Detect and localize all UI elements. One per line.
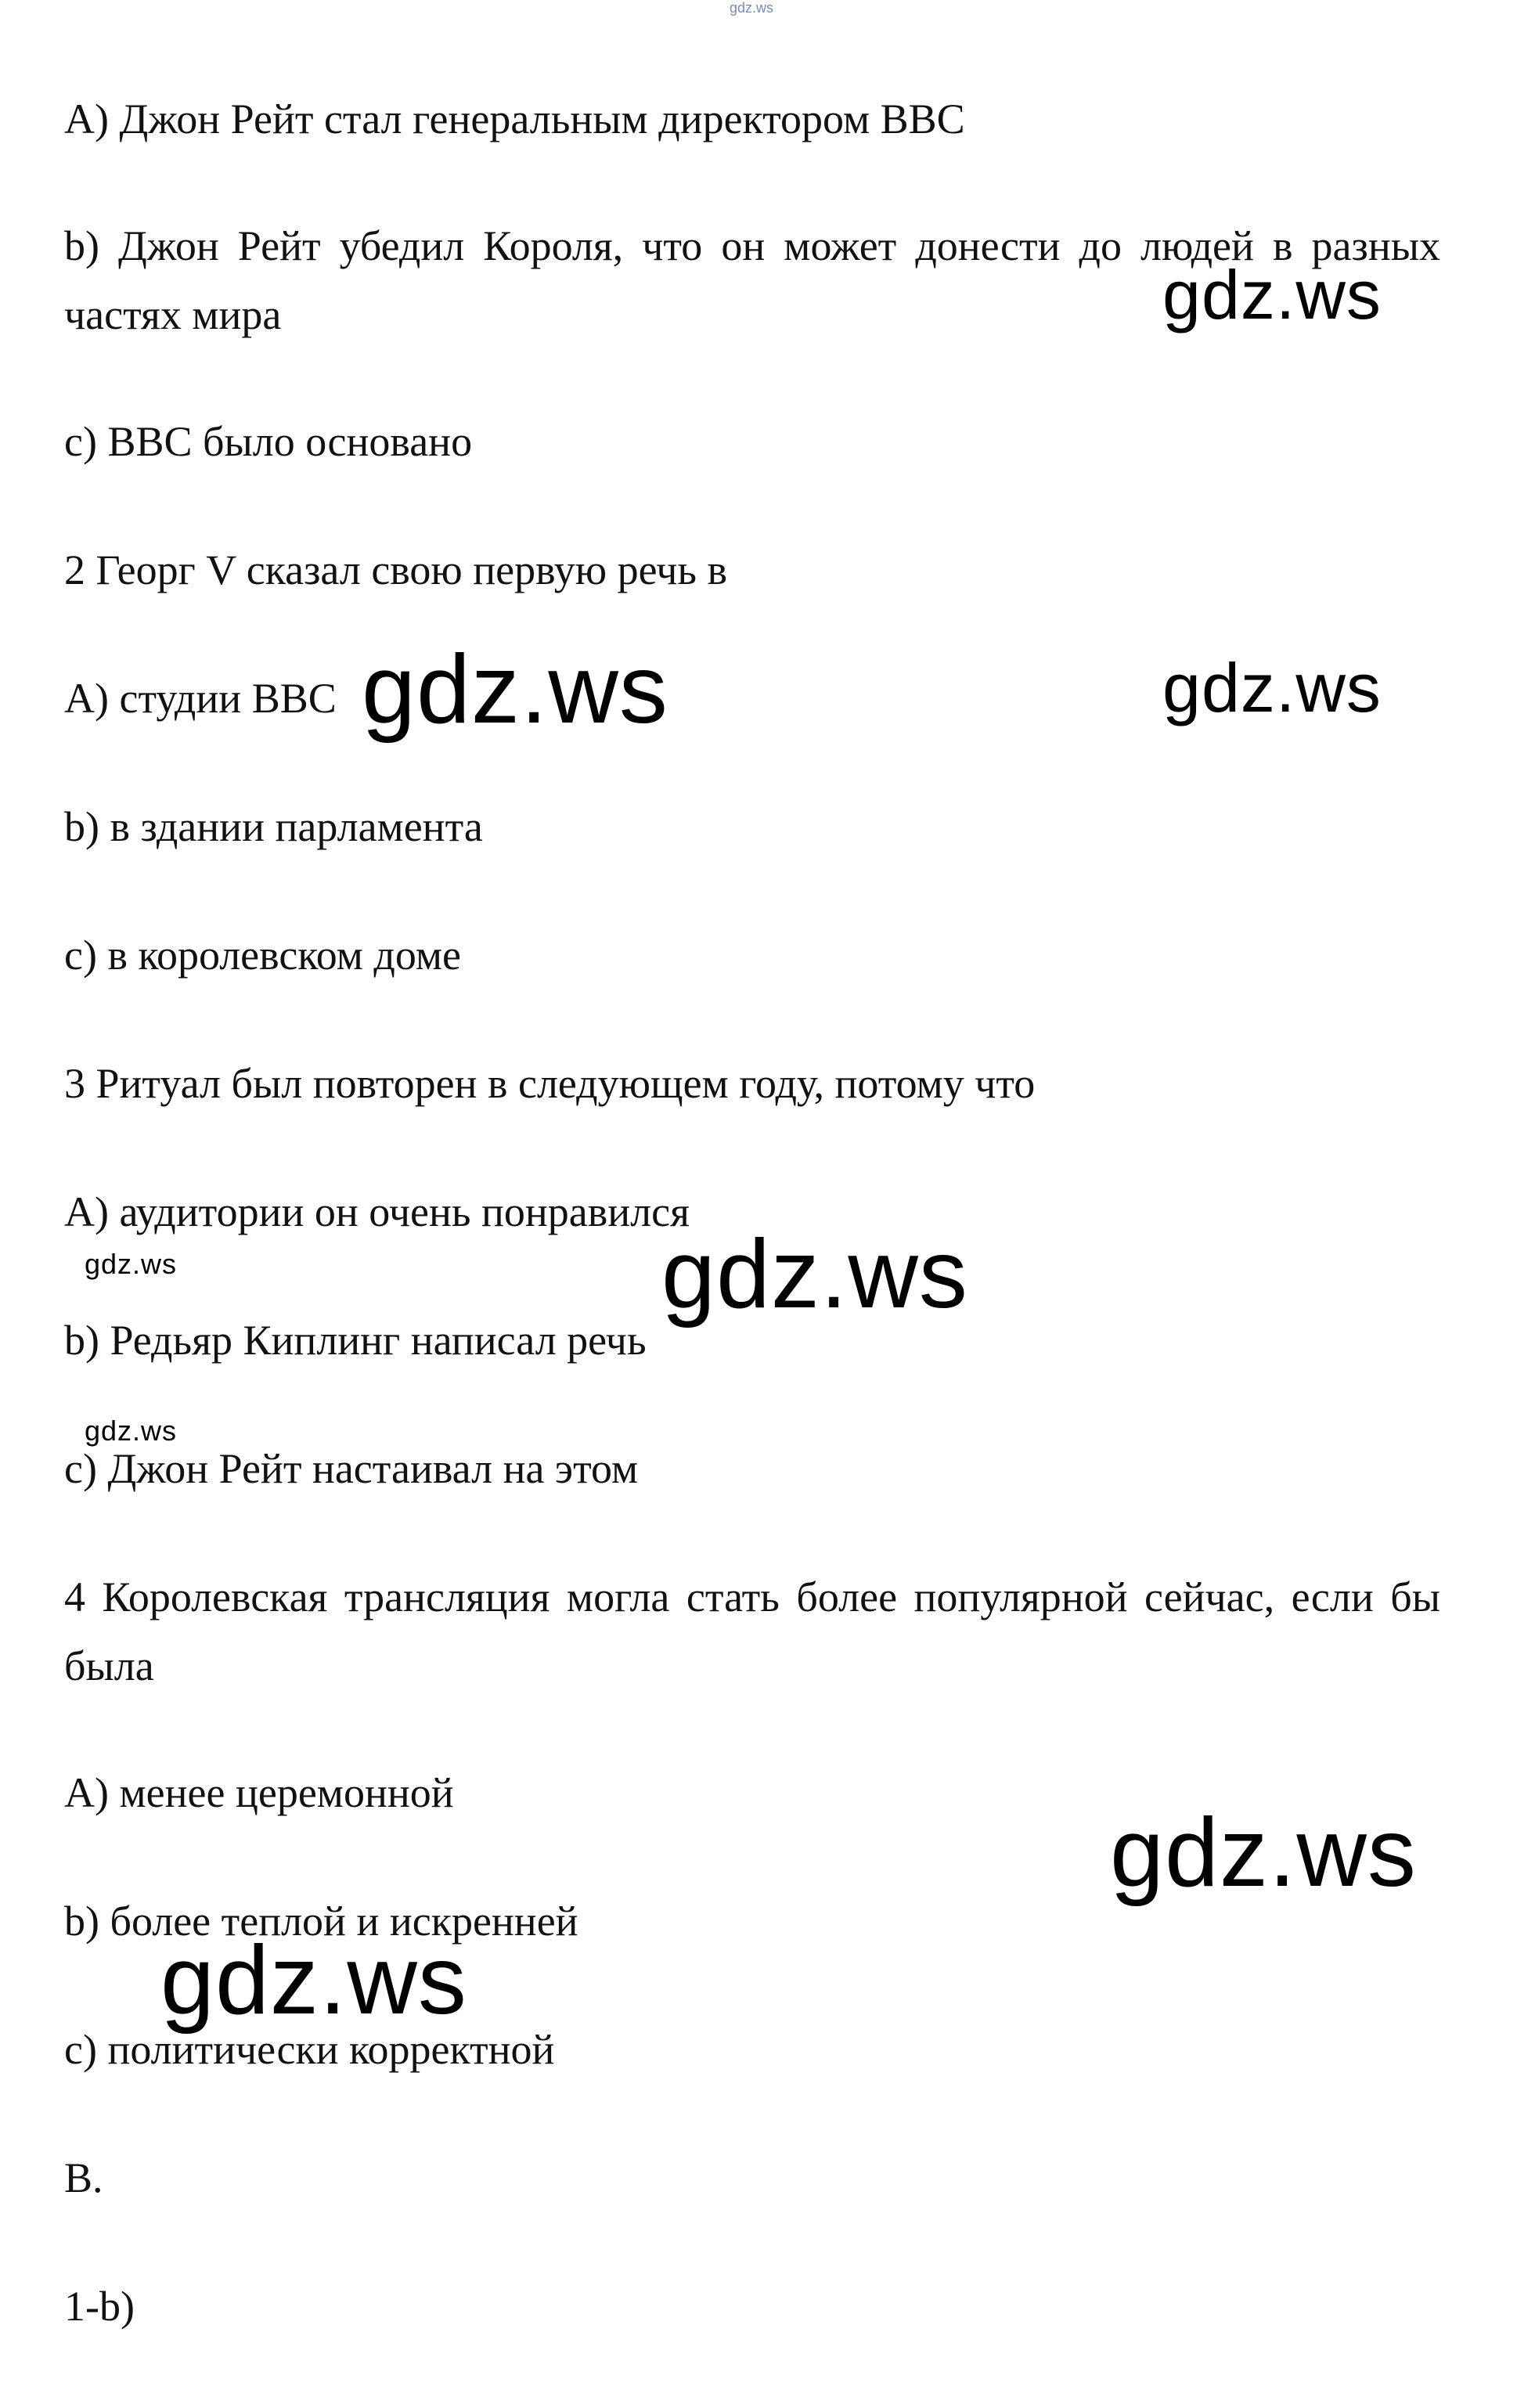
- option-4b: b) более теплой и искренней: [64, 1898, 578, 1945]
- watermark: gdz.ws: [160, 1927, 467, 2035]
- option-1c: c) BBC было основано: [64, 418, 473, 465]
- option-1b: b) Джон Рейт убедил Короля, что он может донести до людей в разных частях мира: [64, 222, 1440, 338]
- option-3b: b) Редьяр Киплинг написал речь: [64, 1317, 647, 1364]
- question-2: 2 Георг V сказал свою первую речь в: [64, 546, 728, 593]
- watermark: gdz.ws: [1110, 1799, 1417, 1907]
- watermark: gdz.ws: [661, 1220, 968, 1328]
- option-3c: c) Джон Рейт настаивал на этом: [64, 1445, 639, 1492]
- watermark: gdz.ws: [1162, 649, 1382, 726]
- watermark: gdz.ws: [362, 636, 668, 744]
- question-3: 3 Ритуал был повторен в следующем году, потому что: [64, 1060, 1036, 1107]
- watermark: gdz.ws: [85, 1415, 178, 1447]
- answer-1: 1-b): [64, 2283, 135, 2330]
- watermark-top: gdz.ws: [730, 0, 774, 16]
- option-2b: b) в здании парламента: [64, 803, 483, 850]
- watermark: gdz.ws: [85, 1248, 178, 1280]
- section-b-heading: B.: [64, 2154, 103, 2201]
- option-3a: A) аудитории он очень понравился: [64, 1188, 690, 1235]
- option-1a: A) Джон Рейт стал генеральным директором BBC: [64, 96, 965, 142]
- option-2c: c) в королевском доме: [64, 932, 462, 979]
- question-4: 4 Королевская трансляция могла стать более популярной сейчас, если бы была: [64, 1573, 1440, 1689]
- option-2a: A) студии BBC: [64, 675, 337, 722]
- option-4a: A) менее церемонной: [64, 1769, 454, 1816]
- option-4c: c) политически корректной: [64, 2026, 555, 2073]
- watermark: gdz.ws: [1162, 256, 1382, 333]
